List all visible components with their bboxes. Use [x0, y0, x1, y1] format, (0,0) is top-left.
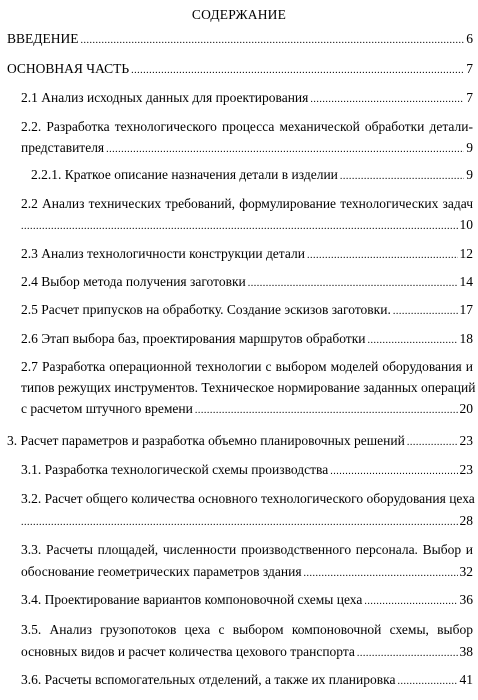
toc-entry-3-1[interactable]	[21, 460, 473, 482]
toc-entry-text: ВВЕДЕНИЕ	[7, 31, 79, 46]
toc-entry-text: основных видов и расчет количества цехового транспорта	[21, 644, 355, 659]
toc-entry-text: с расчетом штучного времени	[21, 401, 193, 416]
leader-dots	[106, 140, 464, 160]
toc-entry-text: 2.3 Анализ технологичности конструкции детали	[21, 246, 305, 261]
leader-dots	[310, 90, 464, 110]
toc-entry-2-5[interactable]	[21, 300, 473, 322]
toc-entry-3[interactable]	[7, 431, 473, 453]
toc-entry-3-4[interactable]	[21, 590, 473, 612]
toc-entry-text-line: 2.2. Разработка технологического процесса механической обработки детали-	[21, 119, 473, 134]
toc-entry-text: представителя	[21, 140, 105, 155]
toc-entry-3-3[interactable]	[21, 540, 473, 584]
toc-page-number: 20	[459, 401, 473, 416]
toc-page-number: 41	[459, 672, 473, 687]
toc-entry-text: 3.6. Расчеты вспомогательных отделений, а также их планировка	[21, 672, 396, 687]
toc-entry-2-2-requirements[interactable]	[21, 194, 473, 238]
toc-entry-text: ОСНОВНАЯ ЧАСТЬ	[7, 61, 130, 76]
leader-dots	[131, 61, 464, 81]
toc-entry-text-line: 2.7 Разработка операционной технологии с выбором моделей оборудования и	[21, 359, 473, 374]
toc-page-number: 9	[466, 140, 473, 155]
toc-entry-text: 3.1. Разработка технологической схемы производства	[21, 462, 329, 477]
toc-entry-2-4[interactable]	[21, 272, 473, 294]
toc-entry-2-1[interactable]	[21, 88, 473, 110]
toc-title: СОДЕРЖАНИЕ	[191, 7, 287, 22]
toc-entry-text-line: 3.5. Анализ грузопотоков цеха с выбором компоновочной схемы, выбор	[21, 622, 473, 637]
toc-entry-2-2[interactable]	[21, 117, 473, 161]
leader-dots	[80, 31, 464, 51]
leader-dots	[21, 513, 458, 533]
toc-page-number: 12	[459, 246, 473, 261]
toc-page-number: 17	[459, 302, 473, 317]
toc-entry-text: 2.2.1. Краткое описание назначения детали в изделии	[31, 167, 338, 182]
toc-entry-text-line: типов режущих инструментов. Техническое нормирование заданных операций	[21, 380, 476, 395]
toc-entry-text: 2.6 Этап выбора баз, проектирования маршрутов обработки	[21, 331, 366, 346]
toc-entry-text: обоснование геометрических параметров здания	[21, 564, 302, 579]
toc-entry-3-5[interactable]	[21, 620, 473, 664]
toc-entry-3-6[interactable]	[21, 670, 473, 692]
toc-entry-2-2-1[interactable]	[31, 165, 473, 187]
toc-entry-text: 2.5 Расчет припусков на обработку. Создание эскизов заготовки.	[21, 302, 391, 317]
toc-page-number: 18	[459, 331, 473, 346]
leader-dots	[397, 672, 457, 692]
leader-dots	[248, 274, 458, 294]
toc-entry-introduction[interactable]	[7, 29, 473, 51]
leader-dots	[304, 564, 458, 584]
toc-page-number: 7	[466, 61, 473, 76]
leader-dots	[340, 167, 464, 187]
toc-page-number: 38	[459, 644, 473, 659]
leader-dots	[393, 302, 458, 322]
toc-page-number: 9	[466, 167, 473, 182]
toc-entry-text: 3. Расчет параметров и разработка объемно планировочных решений	[7, 433, 405, 448]
toc-entry-text-line: 3.3. Расчеты площадей, численности производственного персонала. Выбор и	[21, 542, 473, 557]
toc-page-number: 10	[459, 217, 473, 232]
leader-dots	[195, 401, 458, 421]
leader-dots	[21, 217, 458, 237]
toc-page-number: 23	[459, 433, 473, 448]
toc-entry-text-line: 3.2. Расчет общего количества основного технологического оборудования цеха	[21, 491, 475, 506]
toc-entry-text: 2.4 Выбор метода получения заготовки	[21, 274, 246, 289]
toc-entry-2-6[interactable]	[21, 329, 473, 351]
toc-page-number: 14	[459, 274, 473, 289]
leader-dots	[407, 433, 458, 453]
toc-page-number: 6	[466, 31, 473, 46]
toc-page-number: 32	[459, 564, 473, 579]
toc-entry-2-7[interactable]	[21, 357, 476, 423]
toc-page-number: 28	[459, 513, 473, 528]
leader-dots	[368, 331, 458, 351]
toc-entry-text: 2.1 Анализ исходных данных для проектирования	[21, 90, 309, 105]
leader-dots	[364, 592, 457, 612]
leader-dots	[330, 462, 457, 482]
toc-entry-3-2[interactable]	[21, 489, 473, 533]
toc-entry-main-part[interactable]	[7, 59, 473, 81]
toc-entry-text: 3.4. Проектирование вариантов компоновочной схемы цеха	[21, 592, 363, 607]
toc-entry-2-3[interactable]	[21, 244, 473, 266]
leader-dots	[357, 644, 458, 664]
toc-page-number: 7	[466, 90, 473, 105]
toc-page-number: 36	[459, 592, 473, 607]
toc-entry-text-line: 2.2 Анализ технических требований, формулирование технологических задач	[21, 196, 473, 211]
leader-dots	[307, 246, 458, 266]
toc-page-number: 23	[459, 462, 473, 477]
